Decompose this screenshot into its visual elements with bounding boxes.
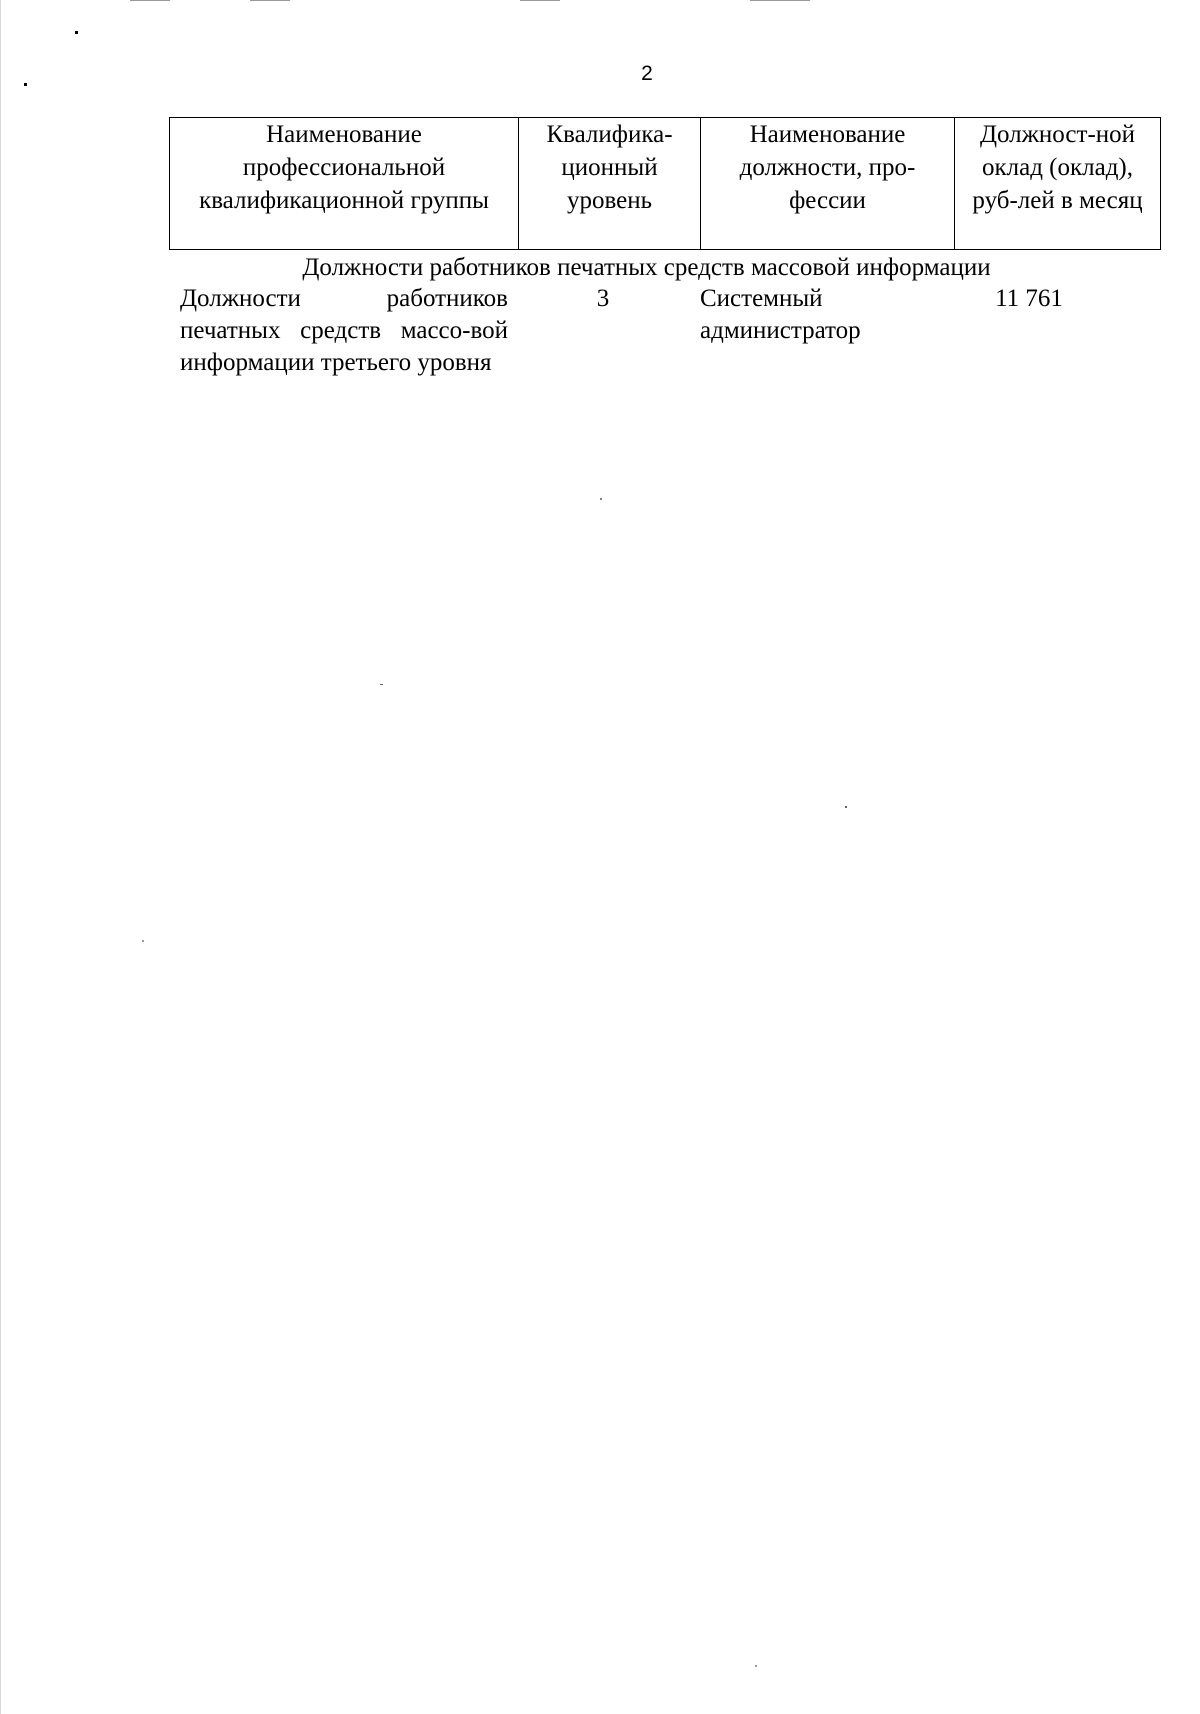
scan-dot: [845, 806, 847, 808]
scan-dot: [142, 940, 144, 942]
header-group-name: Наименование профессиональной квалификационной группы: [170, 118, 519, 250]
scan-edge-top-4: [750, 0, 810, 1]
qualification-table: [169, 117, 1143, 250]
header-qualification-level: Квалифика-ционный уровень: [519, 118, 701, 250]
header-row: [170, 118, 1161, 250]
scan-dot: [75, 31, 78, 34]
cell-group-name: Должности работников печатных средств массо-вой информации третьего уровня: [180, 285, 508, 376]
scan-dot: [380, 684, 383, 685]
scan-edge: [0, 0, 1, 1714]
scan-dot: [600, 498, 602, 500]
cell-position-name: Системный администратор: [700, 285, 861, 344]
scan-edge-top-1: [130, 0, 170, 1]
table-header: [169, 117, 1161, 250]
cell-qualification-level: 3: [596, 285, 610, 312]
cell-salary: 11 761: [995, 285, 1063, 312]
section-title: Должности работников печатных средств массовой информации: [302, 254, 991, 281]
header-position-name: Наименование должности, про-фессии: [701, 118, 955, 250]
scan-edge-top-2: [250, 0, 290, 1]
scan-dot: [755, 1665, 757, 1667]
page-number: 2: [641, 62, 653, 85]
scan-edge-top-3: [520, 0, 560, 1]
scan-dot: [24, 83, 27, 86]
header-salary: Должност-ной оклад (оклад), руб-лей в месяц: [955, 118, 1161, 250]
